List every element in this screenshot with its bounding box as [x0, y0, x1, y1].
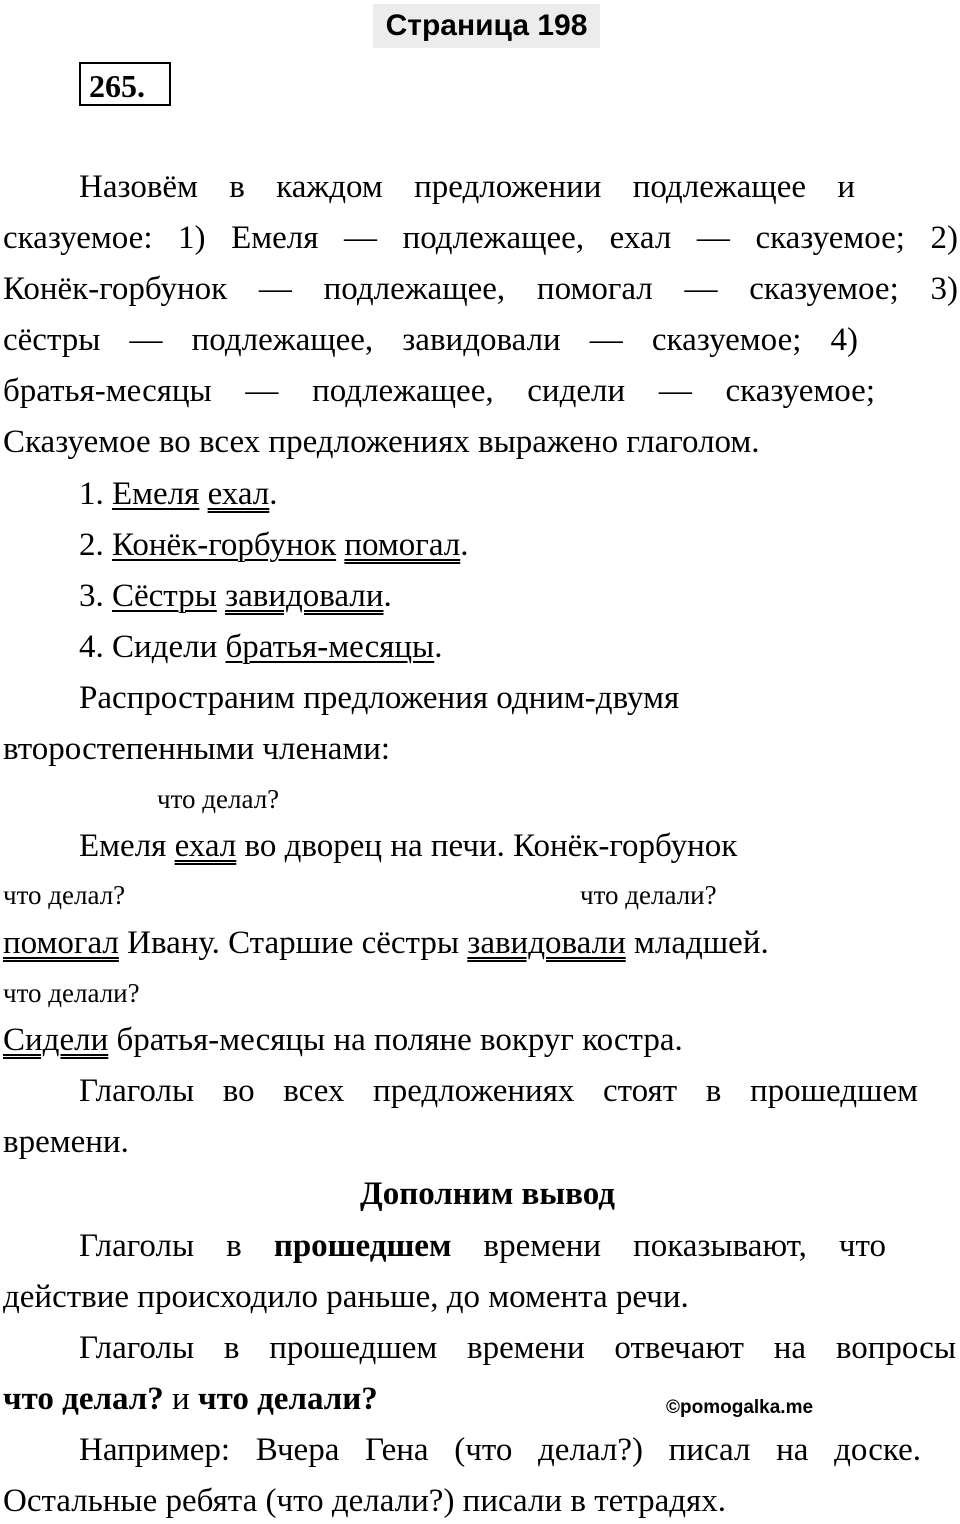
sentence-end: .	[460, 527, 469, 563]
question-label: что делал?	[157, 784, 280, 814]
expanded-line-3	[3, 1024, 683, 1057]
sentence-4	[79, 631, 442, 664]
subject: братья-месяцы	[225, 629, 435, 665]
sentence-number: 1.	[79, 476, 104, 512]
space	[199, 476, 207, 512]
subject: Конёк-горбунок	[112, 527, 337, 563]
conclusion-line-1	[79, 1230, 886, 1263]
question-label: что делали?	[3, 978, 140, 1008]
predicate: завидовали	[225, 578, 384, 614]
predicate: помогал	[3, 925, 119, 961]
expanded-text: Емеля	[79, 828, 175, 864]
intro-line-5: братья-месяцы — подлежащее, сидели — сказуемое;	[3, 373, 875, 409]
intro-line-2: сказуемое: 1) Емеля — подлежащее, ехал — сказуемое; 2)	[3, 220, 958, 256]
predicate: ехал	[174, 828, 237, 864]
question-bold: что делали?	[197, 1381, 378, 1417]
expanded-line-2	[3, 927, 769, 960]
extend-line-2: второстепенными членами:	[3, 731, 391, 767]
conclusion-heading: Дополним вывод	[360, 1176, 615, 1212]
intro-line-3: Конёк-горбунок — подлежащее, помогал — сказуемое; 3)	[3, 271, 958, 307]
sentence-number: 4.	[79, 629, 104, 665]
page-title: Страница 198	[373, 4, 600, 48]
space	[217, 629, 225, 665]
extend-line-1: Распространим предложения одним-двумя	[79, 680, 680, 716]
predicate: ехал	[207, 476, 270, 512]
sentence-end: .	[269, 476, 278, 512]
question-bold: что делал?	[3, 1381, 164, 1417]
predicate: помогал	[344, 527, 461, 563]
predicate-plain: Сидели	[112, 629, 218, 665]
question-label: что делали?	[580, 880, 717, 910]
expanded-text: Ивану. Старшие сёстры	[118, 925, 468, 961]
expanded-text: во дворец на печи. Конёк-горбунок	[236, 828, 738, 864]
predicate: Сидели	[3, 1022, 109, 1058]
intro-line-6: Сказуемое во всех предложениях выражено глаголом.	[3, 424, 760, 460]
sentence-3	[79, 580, 392, 613]
tense-line-2: времени.	[3, 1124, 129, 1160]
conclusion-line-4	[3, 1383, 378, 1416]
keyword-bold: прошедшем	[273, 1228, 452, 1264]
conclusion-text: и	[163, 1381, 198, 1417]
task-number: 265.	[79, 62, 171, 106]
intro-line-4: сёстры — подлежащее, завидовали — сказуемое; 4)	[3, 322, 858, 358]
watermark: ©pomogalka.me	[666, 1397, 814, 1418]
conclusion-line-3: Глаголы в прошедшем времени отвечают на вопросы	[79, 1330, 956, 1366]
conclusion-line-2: действие происходило раньше, до момента речи.	[3, 1279, 689, 1315]
expanded-text: братья-месяцы на поляне вокруг костра.	[108, 1022, 683, 1058]
space	[217, 578, 225, 614]
tense-line-1: Глаголы во всех предложениях стоят в прошедшем	[79, 1073, 918, 1109]
conclusion-text: Глаголы в	[79, 1228, 274, 1264]
intro-line-1: Назовём в каждом предложении подлежащее и	[79, 169, 855, 205]
sentence-number: 3.	[79, 578, 104, 614]
sentence-2	[79, 529, 469, 562]
conclusion-text: времени показывают, что	[451, 1228, 886, 1264]
sentence-end: .	[434, 629, 443, 665]
example-line-2: Остальные ребята (что делали?) писали в тетрадях.	[3, 1483, 726, 1519]
predicate: завидовали	[467, 925, 626, 961]
expanded-text: младшей.	[625, 925, 769, 961]
example-line-1: Например: Вчера Гена (что делал?) писал на доске.	[79, 1432, 921, 1468]
question-label: что делал?	[3, 880, 126, 910]
subject: Сёстры	[112, 578, 217, 614]
subject: Емеля	[112, 476, 200, 512]
sentence-end: .	[383, 578, 392, 614]
expanded-line-1	[79, 830, 737, 863]
sentence-number: 2.	[79, 527, 104, 563]
sentence-1	[79, 478, 278, 511]
